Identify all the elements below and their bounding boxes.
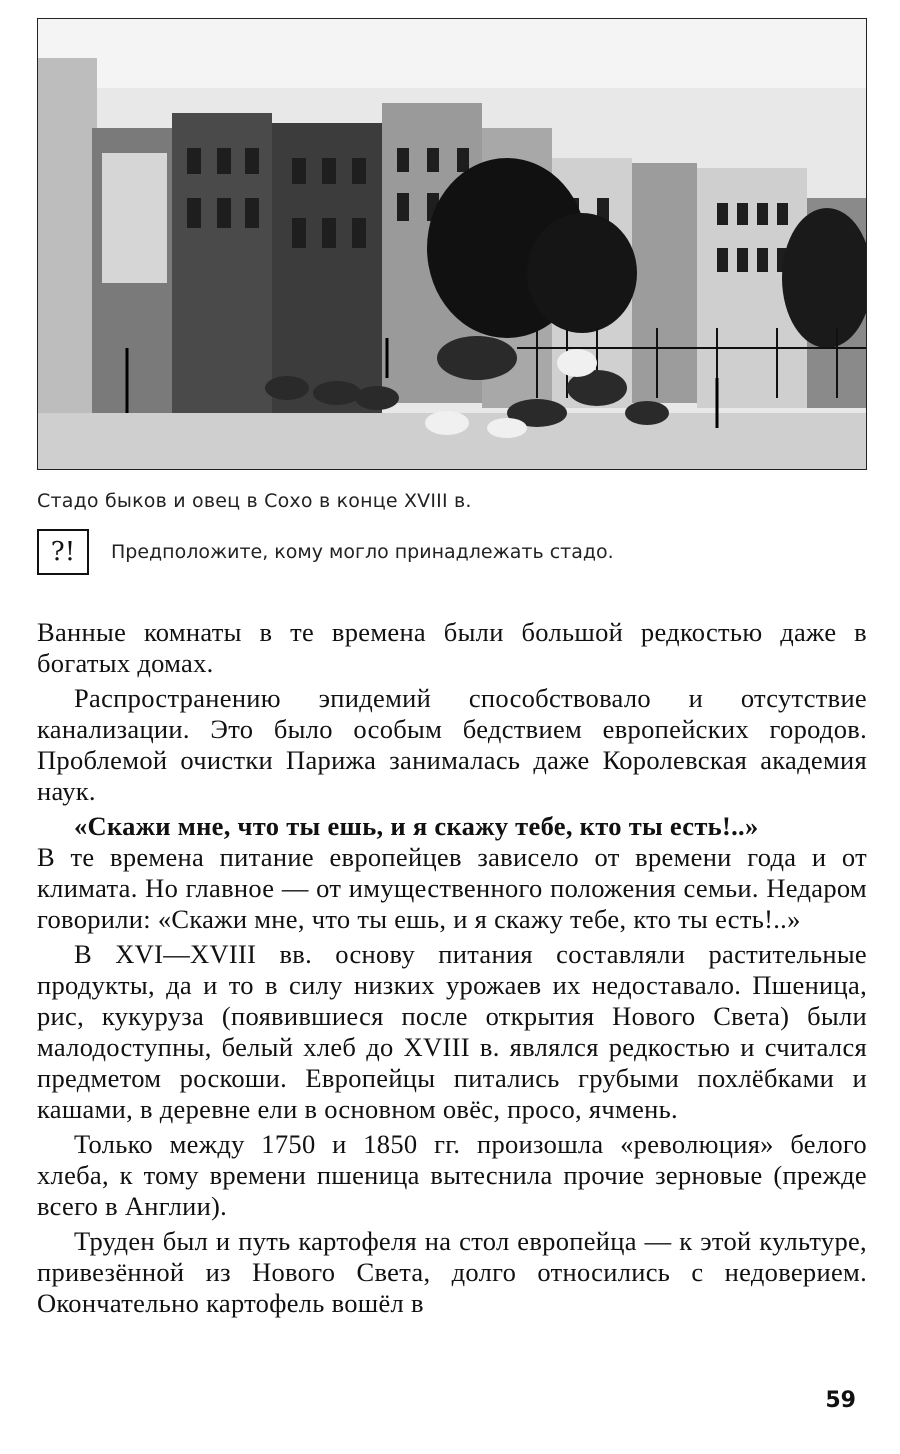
paragraph: Только между 1750 и 1850 гг. произошла «революция» белого хлеба, к тому времени пшеница вытеснила прочие зерновые (прежде всего в Англии). [37,1129,867,1221]
paragraph: Труден был и путь картофеля на стол европейца — к этой культуре, привезённой из Нового Света, долго относились с недоверием. Окончательно картофель вошёл в [37,1226,867,1318]
figure-caption: Стадо быков и овец в Сохо в конце XVIII в. [37,490,472,512]
question-text: Предположите, кому могло принадлежать стадо. [111,541,614,563]
street-engraving [37,18,867,470]
paragraph: В XVI—XVIII вв. основу питания составляли растительные продукты, да и то в силу низких урожаев их недоставало. Пшеница, рис, кукуруза (появившиеся после открытия Нового Света) были малодоступны, белый хлеб до XVIII в. являлся редкостью и считался предметом роскоши. Европейцы питались грубыми похлёбками и кашами, в деревне ели в основном овёс, просо, ячмень. [37,939,867,1124]
paragraph: Ванные комнаты в те времена были большой редкостью даже в богатых домах. [37,617,867,678]
section-heading [37,811,867,842]
main-text [37,617,867,1319]
paragraph: Распространению эпидемий способствовало и отсутствие канализации. Это было особым бедствием европейских городов. Проблемой очистки Парижа занималась даже Королевская академия наук. [37,683,867,806]
paragraph: В те времена питание европейцев зависело от времени года и от климата. Но главное — от имущественного положения семьи. Недаром говорили: «Скажи мне, что ты ешь, и я скажу тебе, кто ты есть!..» [37,842,867,934]
section-heading-text: «Скажи мне, что ты ешь, и я скажу тебе, кто ты есть!..» [74,811,759,841]
question-block [37,528,614,576]
page-number: 59 [825,1388,856,1413]
question-mark-icon: ?! [37,529,89,575]
